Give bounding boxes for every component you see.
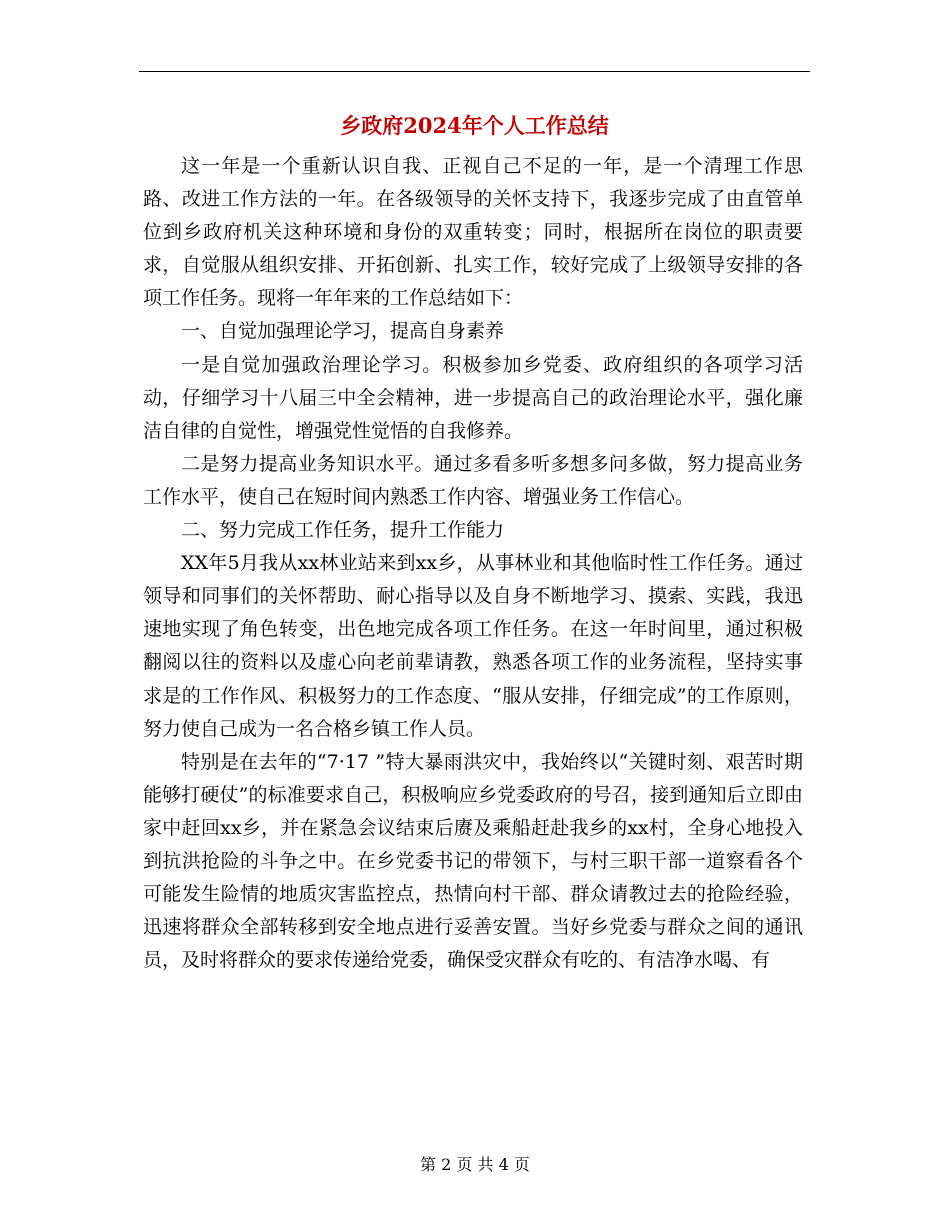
paragraph-business-knowledge: 二是努力提高业务知识水平。通过多看多听多想多问多做，努力提高业务工作水平，使自己在短时间内熟悉工作内容、增强业务工作信心。 — [143, 452, 803, 508]
paragraph-work-tasks: XX年5月我从xx林业站来到xx乡，从事林业和其他临时性工作任务。通过领导和同事们的关怀帮助、耐心指导以及自身不断地学习、摸索、实践，我迅速地实现了角色转变，出色地完成各项工作任务。在这一年时间里，通过积极翻阅以往的资料以及虚心向老前辈请教，熟悉各项工作的业务流程，坚持实事求是的工作作风、积极努力的工作态度、“服从安排，仔细完成”的工作原则，努力使自己成为一名合格乡镇工作人员。 — [143, 552, 803, 740]
document-title: 乡政府2024年个人工作总结 — [340, 113, 609, 138]
section-heading-1: 一、自觉加强理论学习，提高自身素养 — [181, 320, 505, 343]
page-number: 第 2 页 共 4 页 — [420, 1155, 530, 1174]
paragraph-intro: 这一年是一个重新认识自我、正视自己不足的一年，是一个清理工作思路、改进工作方法的一年。在各级领导的关怀支持下，我逐步完成了由直管单位到乡政府机关这种环境和身份的双重转变；同时，根据所在岗位的职责要求，自觉服从组织安排、开拓创新、扎实工作，较好完成了上级领导安排的各项工作任务。现将一年年来的工作总结如下： — [143, 155, 803, 310]
header-rule — [139, 71, 810, 72]
document-body — [143, 150, 803, 977]
paragraph-political-study: 一是自觉加强政治理论学习。积极参加乡党委、政府组织的各项学习活动，仔细学习十八届三中全会精神，进一步提高自己的政治理论水平，强化廉洁自律的自觉性，增强党性觉悟的自我修养。 — [143, 353, 803, 442]
paragraph-flood-relief: 特别是在去年的“7·17 ”特大暴雨洪灾中，我始终以“关键时刻、艰苦时期能够打硬仗”的标准要求自己，积极响应乡党委政府的号召，接到通知后立即由家中赶回xx乡，并在紧急会议结束后赓及乘船赶赴我乡的xx村，全身心地投入到抗洪抢险的斗争之中。在乡党委书记的带领下，与村三职干部一道察看各个可能发生险情的地质灾害监控点，热情向村干部、群众请教过去的抢险经验，迅速将群众全部转移到安全地点进行妥善安置。当好乡党委与群众之间的通讯员，及时将群众的要求传递给党委，确保受灾群众有吃的、有洁净水喝、有 — [143, 750, 803, 972]
section-heading-2: 二、努力完成工作任务，提升工作能力 — [181, 519, 505, 542]
